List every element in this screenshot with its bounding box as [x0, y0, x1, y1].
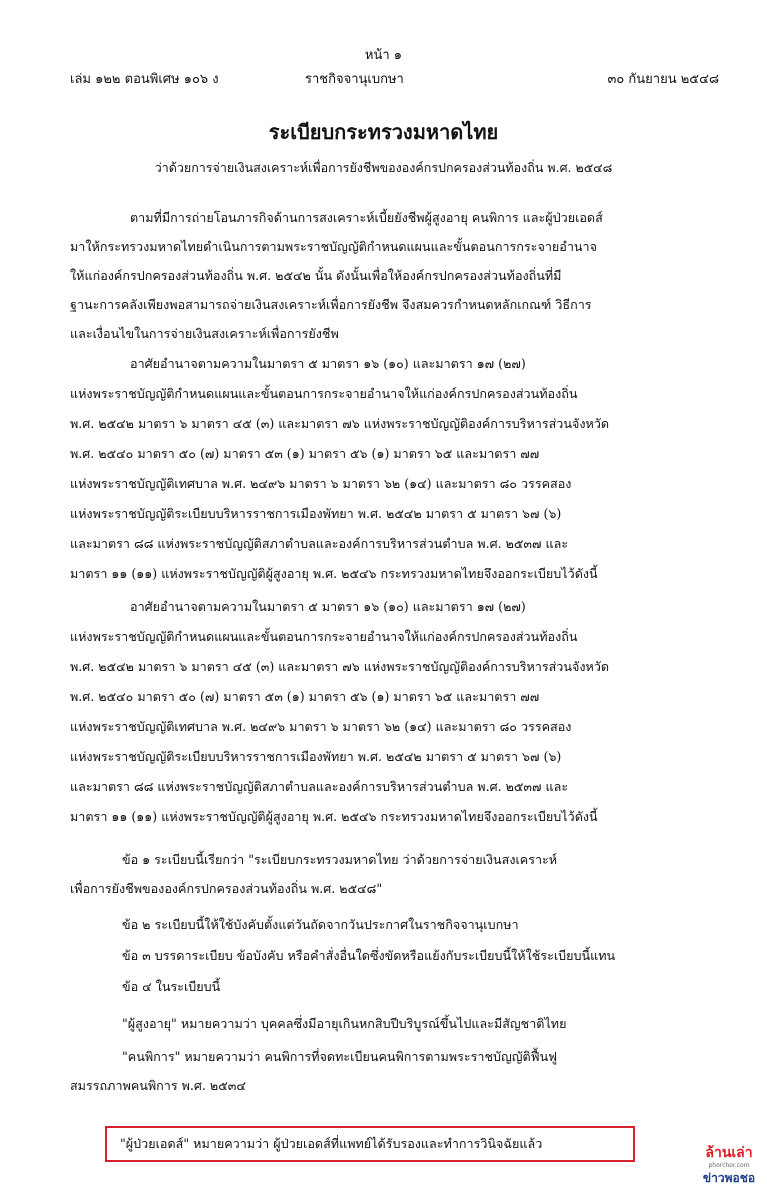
page-number: หน้า ๑ [364, 48, 403, 63]
authority-line: พ.ศ. ๒๕๔๒ มาตรา ๖ มาตรา ๔๕ (๓) และมาตรา ๗๖ แห่งพระราชบัญญัติองค์การบริหารส่วนจังหวัด [70, 659, 610, 674]
authority-line: แห่งพระราชบัญญัติเทศบาล พ.ศ. ๒๔๙๖ มาตรา ๖ มาตรา ๖๒ (๑๔) และมาตรา ๘๐ วรรคสอง [70, 476, 572, 491]
authority-line: พ.ศ. ๒๕๔๐ มาตรา ๕๐ (๗) มาตรา ๕๓ (๑) มาตรา ๕๖ (๑) มาตรา ๖๕ และมาตรา ๗๗ [70, 689, 540, 704]
watermark-bottom: ข่าวพอชอ [702, 1171, 756, 1185]
volume-info: เล่ม ๑๒๒ ตอนพิเศษ ๑๐๖ ง [70, 72, 219, 87]
definition-aids-patient: "ผู้ป่วยเอดส์" หมายความว่า ผู้ป่วยเอดส์ที่แพทย์ได้รับรองและทำการวินิจฉัยแล้ว [120, 1136, 543, 1151]
authority-line: พ.ศ. ๒๕๔๐ มาตรา ๕๐ (๗) มาตรา ๕๓ (๑) มาตรา ๕๖ (๑) มาตรา ๖๕ และมาตรา ๗๗ [70, 446, 540, 461]
watermark-url: phorchor.com [708, 1162, 750, 1169]
definition-disabled: "คนพิการ" หมายความว่า คนพิการที่จดทะเบียนคนพิการตามพระราชบัญญัติฟื้นฟู [122, 1049, 558, 1064]
preamble-line: มาให้กระทรวงมหาดไทยดำเนินการตามพระราชบัญญัติกำหนดแผนและขั้นตอนการกระจายอำนาจ [70, 239, 597, 254]
watermark-logo [697, 1144, 761, 1196]
preamble-line: ตามที่มีการถ่ายโอนภารกิจด้านการสงเคราะห์เบี้ยยังชีพผู้สูงอายุ คนพิการ และผู้ป่วยเอดส์ [130, 210, 603, 225]
preamble-line: ฐานะการคลังเพียงพอสามารถจ่ายเงินสงเคราะห์เพื่อการยังชีพ จึงสมควรกำหนดหลักเกณฑ์ วิธีการ [70, 297, 592, 312]
section-4: ข้อ ๔ ในระเบียบนี้ [122, 979, 221, 994]
authority-line: และมาตรา ๘๘ แห่งพระราชบัญญัติสภาตำบลและองค์การบริหารส่วนตำบล พ.ศ. ๒๕๓๗ และ [70, 536, 569, 551]
gazette-name: ราชกิจจานุเบกษา [305, 72, 404, 87]
authority-line: อาศัยอำนาจตามความในมาตรา ๕ มาตรา ๑๖ (๑๐) และมาตรา ๑๗ (๒๗) [130, 599, 526, 614]
authority-line: แห่งพระราชบัญญัติกำหนดแผนและขั้นตอนการกระจายอำนาจให้แก่องค์กรปกครองส่วนท้องถิ่น [70, 386, 578, 401]
section-1: ข้อ ๑ ระเบียบนี้เรียกว่า "ระเบียบกระทรวงมหาดไทย ว่าด้วยการจ่ายเงินสงเคราะห์ [122, 852, 558, 867]
document-subtitle: ว่าด้วยการจ่ายเงินสงเคราะห์เพื่อการยังชีพขององค์กรปกครองส่วนท้องถิ่น พ.ศ. ๒๕๔๘ [154, 160, 613, 175]
authority-line: แห่งพระราชบัญญัติกำหนดแผนและขั้นตอนการกระจายอำนาจให้แก่องค์กรปกครองส่วนท้องถิ่น [70, 629, 578, 644]
preamble-line: ให้แก่องค์กรปกครองส่วนท้องถิ่น พ.ศ. ๒๕๔๒ นั้น ดังนั้นเพื่อให้องค์กรปกครองส่วนท้องถิ่นที่มี [70, 268, 562, 283]
preamble-line: และเงื่อนไขในการจ่ายเงินสงเคราะห์เพื่อการยังชีพ [70, 326, 339, 341]
authority-line: และมาตรา ๘๘ แห่งพระราชบัญญัติสภาตำบลและองค์การบริหารส่วนตำบล พ.ศ. ๒๕๓๗ และ [70, 779, 569, 794]
section-1-cont: เพื่อการยังชีพขององค์กรปกครองส่วนท้องถิ่น พ.ศ. ๒๕๔๘" [70, 881, 383, 896]
authority-line: มาตรา ๑๑ (๑๑) แห่งพระราชบัญญัติผู้สูงอายุ พ.ศ. ๒๕๔๖ กระทรวงมหาดไทยจึงออกระเบียบไว้ดังนี้ [70, 566, 598, 581]
authority-line: พ.ศ. ๒๕๔๒ มาตรา ๖ มาตรา ๔๕ (๓) และมาตรา ๗๖ แห่งพระราชบัญญัติองค์การบริหารส่วนจังหวัด [70, 416, 610, 431]
definition-elderly: "ผู้สูงอายุ" หมายความว่า บุคคลซึ่งมีอายุเกินหกสิบปีบริบูรณ์ขึ้นไปและมีสัญชาติไทย [122, 1016, 567, 1031]
publication-date: ๓๐ กันยายน ๒๕๔๘ [607, 72, 719, 87]
authority-line: แห่งพระราชบัญญัติระเบียบบริหารราชการเมืองพัทยา พ.ศ. ๒๕๔๒ มาตรา ๕ มาตรา ๖๗ (๖) [70, 749, 562, 764]
document-title: ระเบียบกระทรวงมหาดไทย [268, 120, 499, 144]
definition-disabled-cont: สมรรถภาพคนพิการ พ.ศ. ๒๕๓๔ [70, 1078, 246, 1093]
section-2: ข้อ ๒ ระเบียบนี้ให้ใช้บังคับตั้งแต่วันถัดจากวันประกาศในราชกิจจานุเบกษา [122, 917, 519, 932]
section-3: ข้อ ๓ บรรดาระเบียบ ข้อบังคับ หรือคำสั่งอื่นใดซึ่งขัดหรือแย้งกับระเบียบนี้ให้ใช้ระเบียบนี้แทน [122, 948, 616, 963]
watermark-top: ล้านเล่า [705, 1145, 753, 1161]
authority-line: แห่งพระราชบัญญัติเทศบาล พ.ศ. ๒๔๙๖ มาตรา ๖ มาตรา ๖๒ (๑๔) และมาตรา ๘๐ วรรคสอง [70, 719, 572, 734]
authority-line: แห่งพระราชบัญญัติระเบียบบริหารราชการเมืองพัทยา พ.ศ. ๒๕๔๒ มาตรา ๕ มาตรา ๖๗ (๖) [70, 506, 562, 521]
authority-line: อาศัยอำนาจตามความในมาตรา ๕ มาตรา ๑๖ (๑๐) และมาตรา ๑๗ (๒๗) [130, 356, 526, 371]
authority-line: มาตรา ๑๑ (๑๑) แห่งพระราชบัญญัติผู้สูงอายุ พ.ศ. ๒๕๔๖ กระทรวงมหาดไทยจึงออกระเบียบไว้ดังนี้ [70, 809, 598, 824]
